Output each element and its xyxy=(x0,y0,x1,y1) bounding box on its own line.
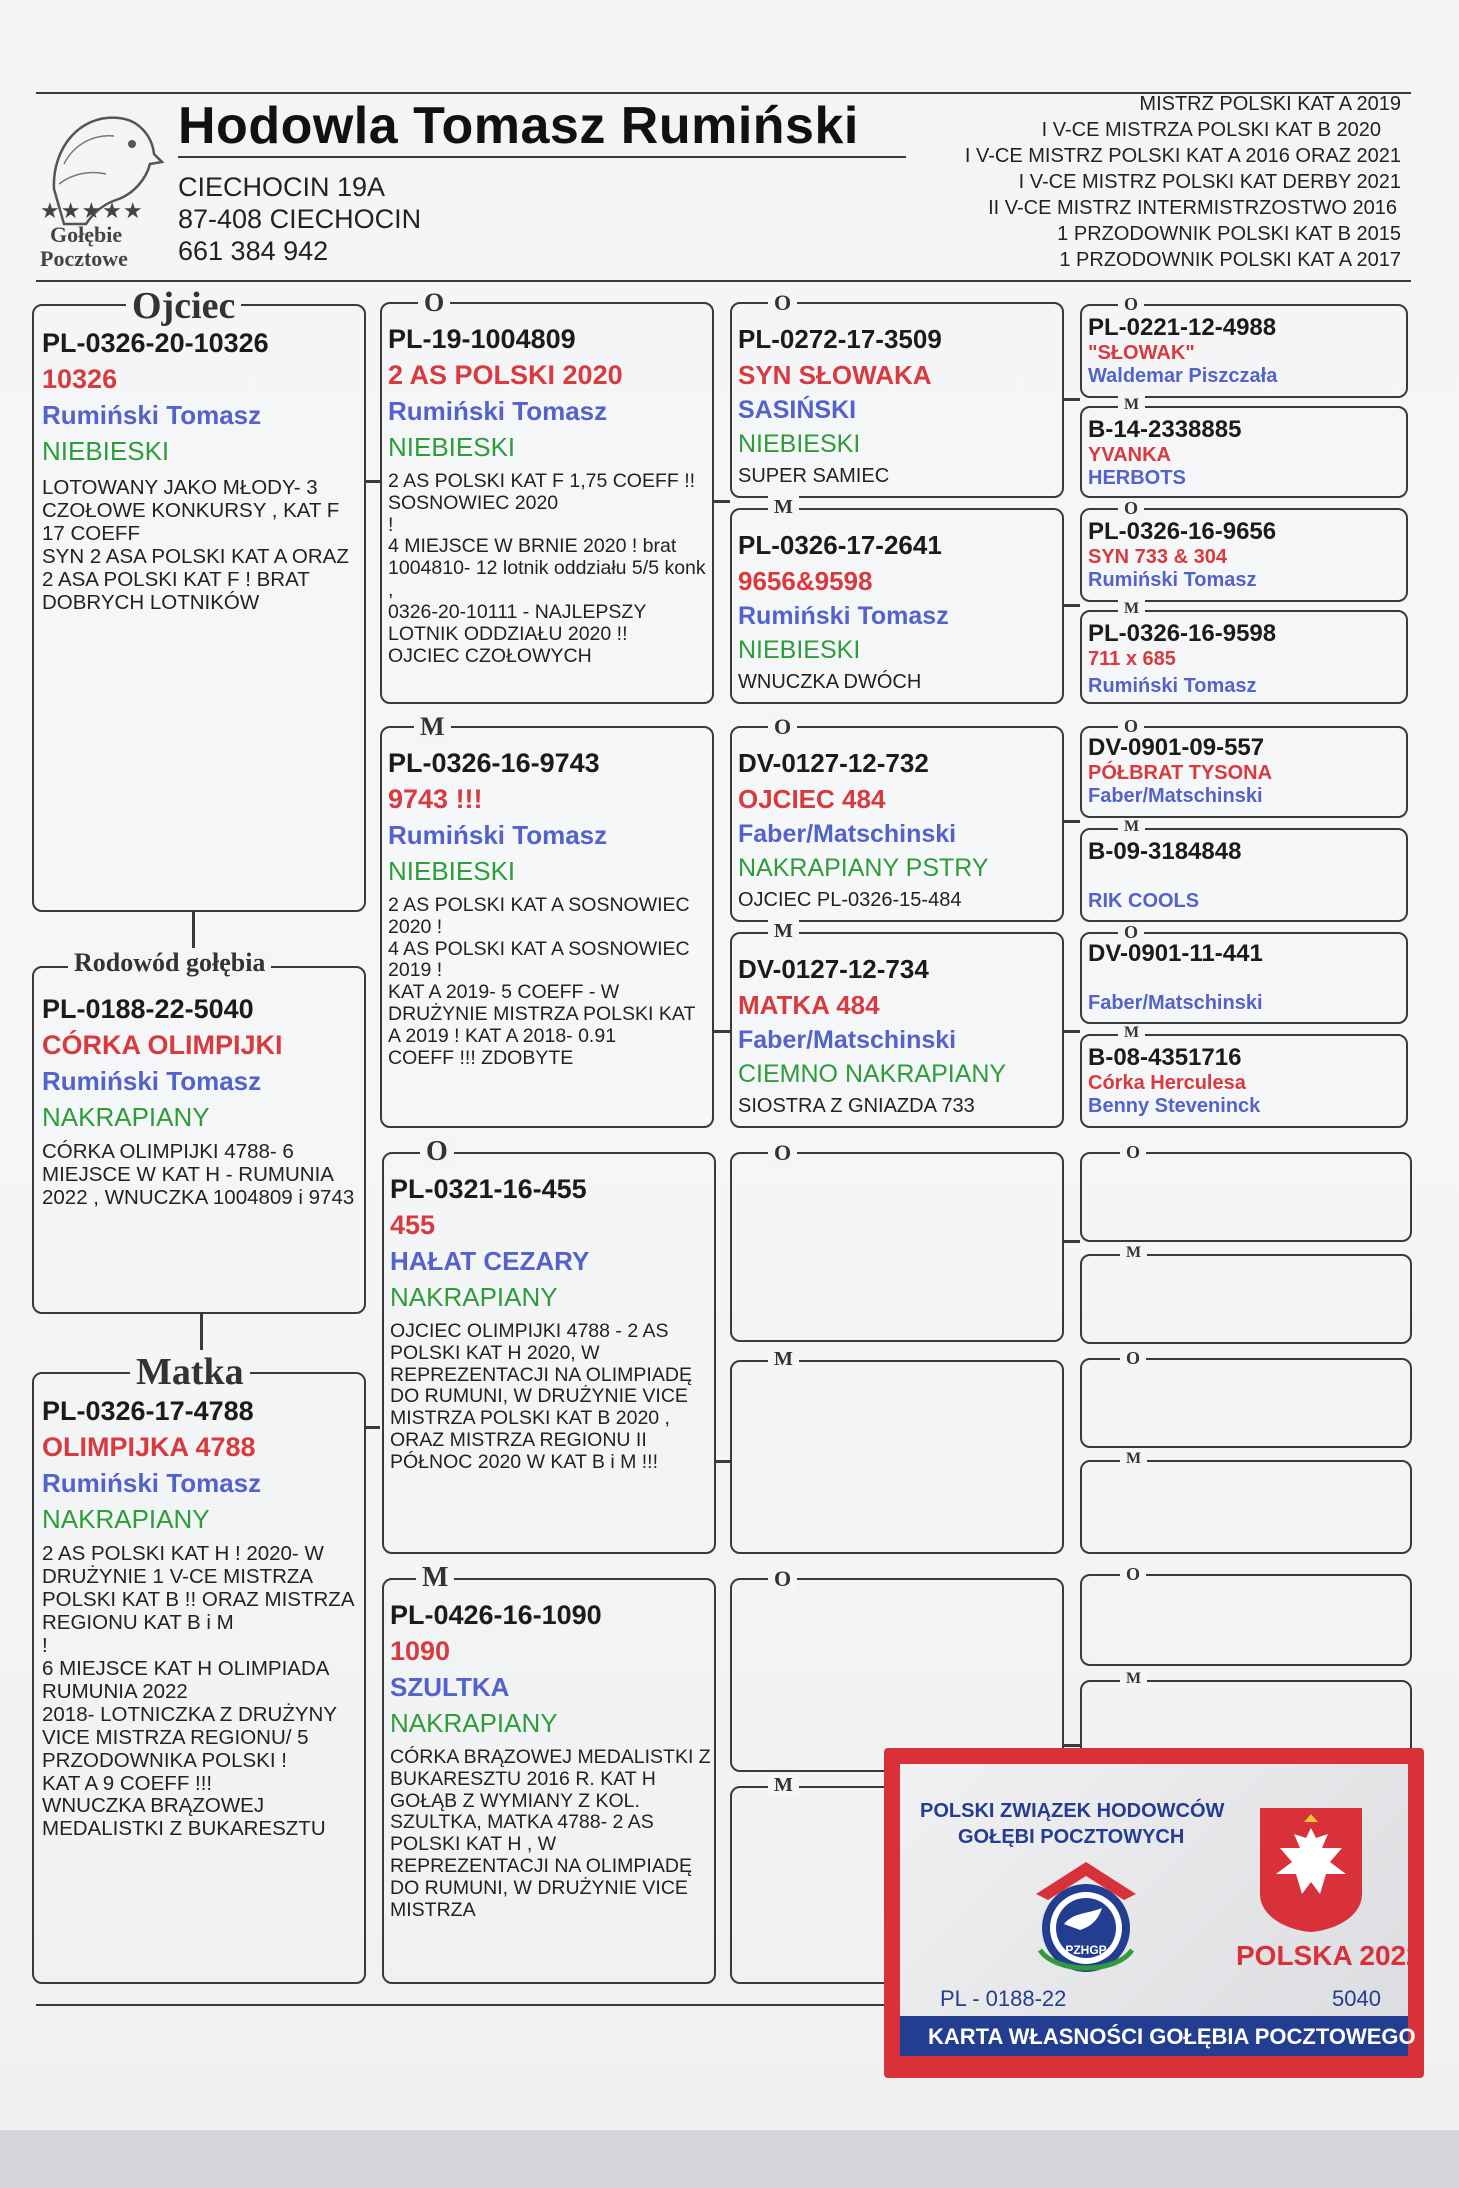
gggp-3-name: SYN 733 & 304 xyxy=(1088,546,1227,568)
connector-fmm xyxy=(1064,1030,1080,1033)
pedigree-heading: Rodowód gołębia xyxy=(68,948,271,978)
ggp-fmm-note: SIOSTRA Z GNIAZDA 733 xyxy=(738,1095,975,1117)
connector-ff xyxy=(714,500,730,503)
gggp-5-ring: DV-0901-09-557 xyxy=(1088,734,1265,761)
gggp-11-card xyxy=(1080,1348,1412,1448)
father-name: 10326 xyxy=(42,364,118,394)
gggp-13-sex: O xyxy=(1120,1564,1146,1585)
gggp-6-ring: B-09-3184848 xyxy=(1088,838,1242,865)
gggp-1-sex: O xyxy=(1118,294,1144,315)
logo-text-1: Gołębie xyxy=(50,222,123,247)
gp-ff-card xyxy=(380,288,714,704)
gggp-6-name xyxy=(1088,866,1404,890)
father-ring: PL-0326-20-10326 xyxy=(42,328,269,358)
gggp-2-sex: M xyxy=(1118,396,1145,414)
gggp-8-name: Córka Herculesa xyxy=(1088,1072,1246,1094)
father-card xyxy=(32,285,366,912)
pzhgp-badge-icon xyxy=(1016,1854,1156,1984)
gp-fm-sex: M xyxy=(414,712,451,742)
connector-fff xyxy=(1064,398,1080,401)
gggp-2-ring: B-14-2338885 xyxy=(1088,416,1242,443)
gggp-14-sex: M xyxy=(1120,1670,1147,1688)
gp-ff-owner: Rumiński Tomasz xyxy=(388,396,608,426)
ggp-ffm-color: NIEBIESKI xyxy=(738,636,861,664)
ggp-fmm-color: CIEMNO NAKRAPIANY xyxy=(738,1060,1007,1088)
connector-mff xyxy=(1064,1240,1080,1243)
gggp-7-name xyxy=(1088,968,1404,992)
gp-mf-ring: PL-0321-16-455 xyxy=(390,1174,587,1204)
ggp-mmm-sex: M xyxy=(768,1774,799,1797)
gggp-1-card xyxy=(1080,294,1408,398)
subject-note: CÓRKA OLIMPIJKI 4788- 6 MIEJSCE W KAT H - RUMUNIA 2022 , WNUCZKA 1004809 i 9743 xyxy=(42,1140,355,1209)
gp-mm-owner: SZULTKA xyxy=(390,1672,510,1702)
gp-mf-name: 455 xyxy=(390,1210,436,1240)
ggp-mfm-sex: M xyxy=(768,1348,799,1371)
gggp-5-card xyxy=(1080,716,1408,818)
achievement-6: 1 PRZODOWNIK POLSKI KAT B 2015 xyxy=(1057,223,1401,245)
gggp-7-ring: DV-0901-11-441 xyxy=(1088,940,1263,967)
achievement-1: MISTRZ POLSKI KAT A 2019 xyxy=(1139,93,1401,115)
ggp-mff-card xyxy=(730,1140,1064,1342)
org-line-1: POLSKI ZWIĄZEK HODOWCÓW xyxy=(920,1800,1225,1822)
achievement-3: I V-CE MISTRZ POLSKI KAT A 2016 ORAZ 2021 xyxy=(964,145,1401,167)
ggp-fff-ring: PL-0272-17-3509 xyxy=(738,324,942,354)
gp-mm-name: 1090 xyxy=(390,1636,451,1666)
gggp-1-name: "SŁOWAK" xyxy=(1088,342,1195,364)
mother-ring: PL-0326-17-4788 xyxy=(42,1396,254,1426)
logo-text-2: Pocztowe xyxy=(40,246,128,271)
gp-fm-owner: Rumiński Tomasz xyxy=(388,820,608,850)
ggp-fff-note: SUPER SAMIEC xyxy=(738,465,890,487)
connector-fmf xyxy=(1064,820,1080,823)
gggp-5-owner: Faber/Matschinski xyxy=(1088,785,1263,807)
gggp-7-owner: Faber/Matschinski xyxy=(1088,992,1263,1014)
gggp-2-card xyxy=(1080,396,1408,498)
subject-ring: PL-0188-22-5040 xyxy=(42,994,254,1024)
gggp-8-sex: M xyxy=(1118,1024,1145,1042)
breeder-title: Hodowla Tomasz Rumiński xyxy=(178,97,859,155)
title-underline xyxy=(178,156,906,158)
mother-name: OLIMPIJKA 4788 xyxy=(42,1432,256,1462)
gggp-9-card xyxy=(1080,1142,1412,1242)
ggp-ffm-sex: M xyxy=(768,496,799,519)
ggp-ffm-owner: Rumiński Tomasz xyxy=(738,602,949,630)
connector-subject-mother xyxy=(200,1314,203,1354)
ggp-mfm-card xyxy=(730,1348,1064,1554)
connector-ffm xyxy=(1064,604,1080,607)
ggp-mff-sex: O xyxy=(768,1140,797,1166)
gggp-12-sex: M xyxy=(1120,1450,1147,1468)
gggp-4-ring: PL-0326-16-9598 xyxy=(1088,620,1277,647)
gp-mf-note: OJCIEC OLIMPIJKI 4788 - 2 AS POLSKI KAT H 2020, W REPREZENTACJI NA OLIMPIADĘ DO RUMUNI, W DRUŻYNIE VICE MISTRZA POLSKI KAT B 2020 , ORAZ MISTRZA REGIONU II PÓŁNOC 2020 W KAT B i M !!! xyxy=(390,1320,692,1473)
subject-card xyxy=(32,948,366,1314)
gggp-4-name: 711 x 685 xyxy=(1088,648,1176,670)
gggp-3-owner: Rumiński Tomasz xyxy=(1088,569,1257,591)
ggp-fmm-card xyxy=(730,920,1064,1128)
ggp-fff-color: NIEBIESKI xyxy=(738,430,861,458)
gp-mm-note: CÓRKA BRĄZOWEJ MEDALISTKI Z BUKARESZTU 2016 R. KAT H GOŁĄB Z WYMIANY Z KOL. SZULTKA, MATKA 4788- 2 AS POLSKI KAT H , W REPREZENTACJI NA OLIMPIADĘ DO RUMUNI, W DRUŻYNIE VICE MISTRZA xyxy=(390,1746,711,1921)
gggp-6-card xyxy=(1080,818,1408,922)
country-year: POLSKA 2022 xyxy=(1236,1940,1422,1971)
connector-father-subject xyxy=(192,912,195,952)
mother-color: NAKRAPIANY xyxy=(42,1504,210,1534)
ggp-fmf-name: OJCIEC 484 xyxy=(738,784,886,814)
gp-fm-note: 2 AS POLSKI KAT A SOSNOWIEC 2020 ! 4 AS POLSKI KAT A SOSNOWIEC 2019 ! KAT A 2019- 5 COEFF - W DRUŻYNIE MISTRZA POLSKI KAT A 2019 ! KAT A 2018- 0.91 COEFF !!! ZDOBYTE xyxy=(388,894,696,1069)
connector-mmf xyxy=(1064,1744,1080,1747)
gggp-6-sex: M xyxy=(1118,818,1145,836)
gggp-7-card xyxy=(1080,922,1408,1024)
sticker-inner xyxy=(900,1764,1422,2016)
gp-ff-name: 2 AS POLSKI 2020 xyxy=(388,360,623,390)
achievement-2: I V-CE MISTRZA POLSKI KAT B 2020 xyxy=(1041,119,1381,141)
ggp-fmm-name: MATKA 484 xyxy=(738,990,880,1020)
gggp-8-ring: B-08-4351716 xyxy=(1088,1044,1242,1071)
achievement-7: 1 PRZODOWNIK POLSKI KAT A 2017 xyxy=(1059,249,1401,271)
ring-prefix: PL - 0188-22 xyxy=(940,1986,1067,2011)
gp-fm-card xyxy=(380,712,714,1128)
ggp-ffm-card xyxy=(730,496,1064,704)
gp-fm-color: NIEBIESKI xyxy=(388,856,516,886)
gggp-13-card xyxy=(1080,1564,1412,1666)
father-heading: Ojciec xyxy=(126,284,241,328)
ggp-fff-owner: SASIŃSKI xyxy=(738,396,857,424)
gggp-7-sex: O xyxy=(1118,922,1144,943)
father-color: NIEBIESKI xyxy=(42,436,170,466)
ggp-fmm-ring: DV-0127-12-734 xyxy=(738,954,929,984)
ggp-fmf-note: OJCIEC PL-0326-15-484 xyxy=(738,889,962,911)
subject-name: CÓRKA OLIMPIJKI xyxy=(42,1030,283,1060)
gp-ff-ring: PL-19-1004809 xyxy=(388,324,576,354)
address-line-1: CIECHOCIN 19A xyxy=(178,172,386,202)
ggp-mmf-sex: O xyxy=(768,1566,797,1592)
gp-mf-card xyxy=(382,1136,716,1554)
ggp-fff-card xyxy=(730,290,1064,498)
connector-mf xyxy=(716,1460,730,1463)
achievement-4: I V-CE MISTRZ POLSKI KAT DERBY 2021 xyxy=(1018,171,1401,193)
logo-stars: ★★★★★ xyxy=(40,198,144,223)
gggp-12-card xyxy=(1080,1450,1412,1554)
father-note: LOTOWANY JAKO MŁODY- 3 CZOŁOWE KONKURSY , KAT F 17 COEFF SYN 2 ASA POLSKI KAT A ORAZ 2 ASA POLSKI KAT F ! BRAT DOBRYCH LOTNIKÓW xyxy=(42,476,349,614)
ggp-fff-sex: O xyxy=(768,290,797,316)
subject-color: NAKRAPIANY xyxy=(42,1102,210,1132)
gggp-1-ring: PL-0221-12-4988 xyxy=(1088,314,1277,341)
gp-mf-sex: O xyxy=(420,1136,454,1168)
ggp-ffm-note: WNUCZKA DWÓCH xyxy=(738,671,922,693)
gggp-4-card xyxy=(1080,600,1408,704)
gggp-3-sex: O xyxy=(1118,498,1144,519)
gp-mm-sex: M xyxy=(416,1562,454,1594)
connector-father-gp xyxy=(366,480,380,483)
father-owner: Rumiński Tomasz xyxy=(42,400,262,430)
ownership-card-sticker xyxy=(884,1748,1424,2078)
gggp-2-name: YVANKA xyxy=(1088,444,1171,466)
ggp-mmf-card xyxy=(730,1566,1064,1772)
ggp-fmm-sex: M xyxy=(768,920,799,943)
gggp-3-ring: PL-0326-16-9656 xyxy=(1088,518,1277,545)
gggp-9-sex: O xyxy=(1120,1142,1146,1163)
mother-card xyxy=(32,1351,366,1984)
ggp-fmf-owner: Faber/Matschinski xyxy=(738,820,957,848)
gggp-4-sex: M xyxy=(1118,600,1145,618)
gp-ff-sex: O xyxy=(418,288,450,318)
ggp-fff-name: SYN SŁOWAKA xyxy=(738,360,932,390)
ggp-fmf-color: NAKRAPIANY PSTRY xyxy=(738,854,989,882)
gp-mm-ring: PL-0426-16-1090 xyxy=(390,1600,602,1630)
card-title-bar xyxy=(900,2016,1416,2056)
gggp-11-sex: O xyxy=(1120,1348,1146,1369)
ring-number: 5040 xyxy=(1332,1986,1381,2011)
ggp-fmf-ring: DV-0127-12-732 xyxy=(738,748,929,778)
gp-mm-color: NAKRAPIANY xyxy=(390,1708,558,1738)
ggp-fmf-card xyxy=(730,714,1064,922)
phone-number: 661 384 942 xyxy=(178,236,329,266)
gggp-2-owner: HERBOTS xyxy=(1088,467,1186,489)
gp-fm-name: 9743 !!! xyxy=(388,784,483,814)
mother-owner: Rumiński Tomasz xyxy=(42,1468,262,1498)
header-rule xyxy=(36,280,1411,282)
gp-ff-note: 2 AS POLSKI KAT F 1,75 COEFF !! SOSNOWIEC 2020 ! 4 MIEJSCE W BRNIE 2020 ! brat 1004810- 12 lotnik oddziału 5/5 konk , 0326-20-10111 - NAJLEPSZY LOTNIK ODDZIAŁU 2020 !! OJCIEC CZOŁOWYCH xyxy=(388,470,706,667)
gggp-10-sex: M xyxy=(1120,1244,1147,1262)
gp-mm-card xyxy=(382,1562,716,1984)
connector-fm xyxy=(714,1030,730,1033)
badge-text: PZHGP xyxy=(1065,1943,1107,1957)
gggp-10-card xyxy=(1080,1244,1412,1344)
ggp-ffm-name: 9656&9598 xyxy=(738,566,873,596)
gggp-1-owner: Waldemar Piszczała xyxy=(1088,365,1278,387)
gp-ff-color: NIEBIESKI xyxy=(388,432,516,462)
connector-mother-gp xyxy=(366,1426,380,1429)
ggp-fmm-owner: Faber/Matschinski xyxy=(738,1026,957,1054)
gggp-5-name: PÓŁBRAT TYSONA xyxy=(1088,762,1273,784)
address-line-2: 87-408 CIECHOCIN xyxy=(178,204,422,234)
table-surface xyxy=(0,2130,1459,2188)
subject-owner: Rumiński Tomasz xyxy=(42,1066,262,1096)
mother-heading: Matka xyxy=(130,1350,250,1394)
gp-mf-owner: HAŁAT CEZARY xyxy=(390,1246,590,1276)
achievement-5: II V-CE MISTRZ INTERMISTRZOSTWO 2016 xyxy=(988,197,1397,219)
gggp-6-owner: RIK COOLS xyxy=(1088,890,1200,912)
ggp-fmf-sex: O xyxy=(768,714,797,740)
org-line-2: GOŁĘBI POCZTOWYCH xyxy=(958,1826,1185,1848)
gggp-8-owner: Benny Steveninck xyxy=(1088,1095,1261,1117)
gggp-4-owner: Rumiński Tomasz xyxy=(1088,675,1257,697)
gp-fm-ring: PL-0326-16-9743 xyxy=(388,748,600,778)
polish-eagle-icon xyxy=(1256,1804,1366,1934)
gp-mf-color: NAKRAPIANY xyxy=(390,1282,558,1312)
gggp-8-card xyxy=(1080,1024,1408,1128)
gggp-3-card xyxy=(1080,498,1408,602)
gggp-5-sex: O xyxy=(1118,716,1144,737)
card-title: KARTA WŁASNOŚCI GOŁĘBIA POCZTOWEGO xyxy=(928,2024,1416,2049)
mother-note: 2 AS POLSKI KAT H ! 2020- W DRUŻYNIE 1 V-CE MISTRZA POLSKI KAT B !! ORAZ MISTRZA REGIONU KAT B i M ! 6 MIEJSCE KAT H OLIMPIADA RUMUNIA 2022 2018- LOTNICZKA Z DRUŻYNY VICE MISTRZA REGIONU/ 5 PRZODOWNIKA POLSKI ! KAT A 9 COEFF !!! WNUCZKA BRĄZOWEJ MEDALISTKI Z BUKARESZTU xyxy=(42,1542,354,1841)
ggp-ffm-ring: PL-0326-17-2641 xyxy=(738,530,942,560)
